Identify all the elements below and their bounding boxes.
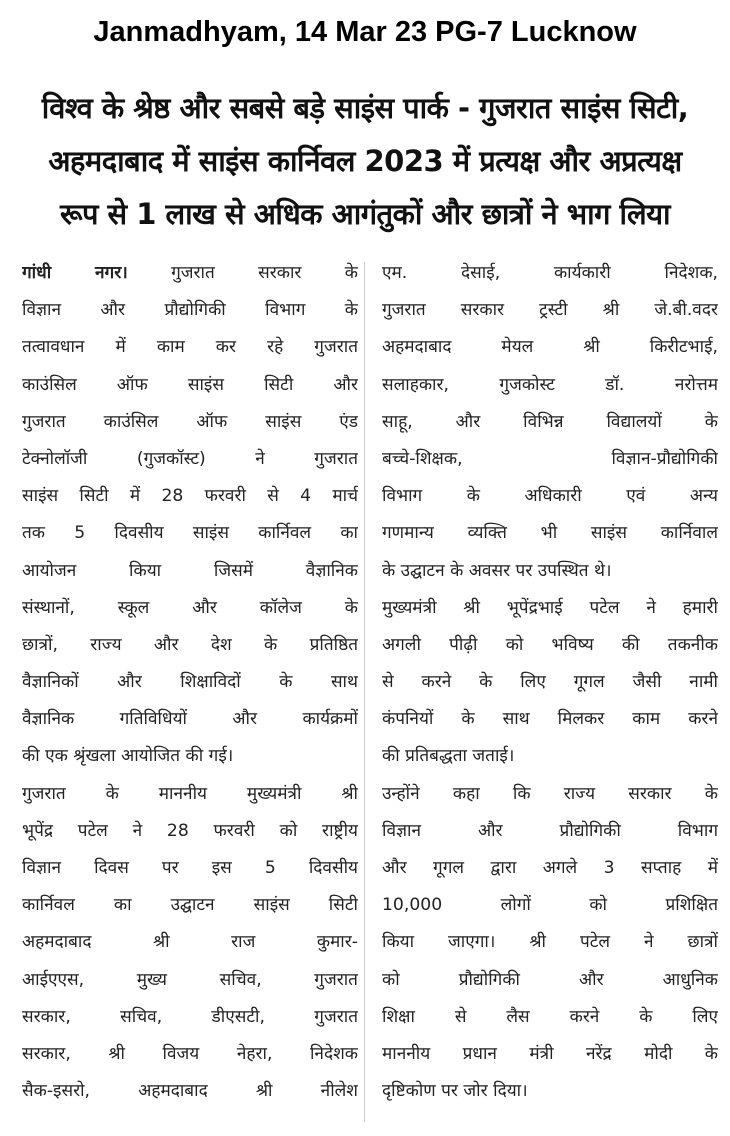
- body-line: विभाग के अधिकारी एवं अन्य: [382, 486, 718, 507]
- body-line: साहू, और विभिन्न विद्यालयों के: [382, 411, 718, 432]
- dateline: गांधी नगर।: [22, 263, 128, 283]
- body-line: विज्ञान और प्रौद्योगिकी विभाग के: [22, 300, 358, 321]
- article-column-right: [382, 255, 718, 1110]
- body-line: 10,000 लोगों को प्रशिक्षित: [382, 895, 718, 916]
- article-column-left: [22, 255, 358, 1110]
- headline-line-2: अहमदाबाद में साइंस कार्निवल 2023 में प्रत्यक्ष और अप्रत्यक्ष: [48, 144, 682, 178]
- body-line: वैज्ञानिक गतिविधियों और कार्यक्रमों: [22, 709, 358, 730]
- body-line: से करने के लिए गूगल जैसी नामी: [382, 672, 718, 693]
- body-line: विज्ञान और प्रौद्योगिकी विभाग: [382, 820, 718, 841]
- body-line: उन्होंने कहा कि राज्य सरकार के: [382, 783, 718, 804]
- body-line: की प्रतिबद्धता जताई।: [382, 746, 515, 767]
- column-divider: [364, 262, 365, 1122]
- body-line: काउंसिल ऑफ साइंस सिटी और: [22, 374, 358, 395]
- body-line: की एक श्रृंखला आयोजित की गई।: [22, 746, 234, 767]
- body-line: एम. देसाई, कार्यकारी निदेशक,: [382, 263, 718, 283]
- article-headline: [14, 82, 716, 241]
- body-line: सरकार, सचिव, डीएसटी, गुजरात: [22, 1006, 358, 1027]
- headline-line-1: विश्व के श्रेष्ठ और सबसे बड़े साइंस पार्क - गुजरात साइंस सिटी,: [41, 91, 689, 125]
- body-line: आईएएस, मुख्य सचिव, गुजरात: [22, 969, 358, 990]
- body-line: तक 5 दिवसीय साइंस कार्निवल का: [22, 523, 358, 544]
- body-line: बच्चे-शिक्षक, विज्ञान-प्रौद्योगिकी: [382, 448, 718, 469]
- body-line: वैज्ञानिकों और शिक्षाविदों के साथ: [22, 672, 358, 693]
- body-line: सरकार, श्री विजय नेहरा, निदेशक: [22, 1043, 358, 1064]
- body-line: किया जाएगा। श्री पटेल ने छात्रों: [382, 932, 718, 953]
- body-line: आयोजन किया जिसमें वैज्ञानिक: [22, 560, 358, 581]
- body-line: मुख्यमंत्री श्री भूपेंद्रभाई पटेल ने हमारी: [382, 597, 718, 618]
- body-line: के उद्घाटन के अवसर पर उपस्थित थे।: [382, 560, 612, 581]
- body-line: गुजरात के माननीय मुख्यमंत्री श्री: [22, 783, 358, 804]
- body-line: भूपेंद्र पटेल ने 28 फरवरी को राष्ट्रीय: [22, 820, 358, 841]
- body-line: और गूगल द्वारा अगले 3 सप्ताह में: [382, 858, 718, 878]
- body-line: माननीय प्रधान मंत्री नरेंद्र मोदी के: [382, 1043, 718, 1064]
- body-line: दृष्टिकोण पर जोर दिया।: [382, 1081, 528, 1102]
- body-line: तत्वावधान में काम कर रहे गुजरात: [22, 337, 358, 358]
- body-line: शिक्षा से लैस करने के लिए: [382, 1006, 718, 1027]
- body-line: अहमदाबाद मेयल श्री किरीटभाई,: [382, 337, 718, 358]
- body-line: गुजरात काउंसिल ऑफ साइंस एंड: [22, 411, 358, 432]
- body-line: संस्थानों, स्कूल और कॉलेज के: [22, 597, 358, 618]
- body-line: सैक-इसरो, अहमदाबाद श्री नीलेश: [22, 1081, 358, 1102]
- source-line: Janmadhyam, 14 Mar 23 PG-7 Lucknow: [93, 16, 637, 48]
- body-line: [22, 255, 358, 292]
- body-line: गुजरात सरकार ट्रस्टी श्री जे.बी.वदर: [382, 300, 718, 321]
- body-line: अगली पीढ़ी को भविष्य की तकनीक: [382, 634, 718, 655]
- body-line: साइंस सिटी में 28 फरवरी से 4 मार्च: [22, 486, 358, 507]
- body-line: अहमदाबाद श्री राज कुमार-: [22, 932, 358, 953]
- body-line-text: गुजरात सरकार के: [171, 263, 358, 283]
- body-line: विज्ञान दिवस पर इस 5 दिवसीय: [22, 858, 358, 878]
- body-line: कार्निवल का उद्घाटन साइंस सिटी: [22, 895, 358, 916]
- body-line: छात्रों, राज्य और देश के प्रतिष्ठित: [22, 634, 358, 655]
- headline-line-3: रूप से 1 लाख से अधिक आगंतुकों और छात्रों ने भाग लिया: [59, 197, 671, 231]
- body-line: गणमान्य व्यक्ति भी साइंस कार्निवाल: [382, 523, 718, 544]
- body-line: कंपनियों के साथ मिलकर काम करने: [382, 709, 718, 730]
- body-line: को प्रौद्योगिकी और आधुनिक: [382, 969, 718, 990]
- body-line: सलाहकार, गुजकोस्ट डॉ. नरोत्तम: [382, 374, 718, 395]
- body-line: टेक्नोलॉजी (गुजकॉस्ट) ने गुजरात: [22, 448, 358, 469]
